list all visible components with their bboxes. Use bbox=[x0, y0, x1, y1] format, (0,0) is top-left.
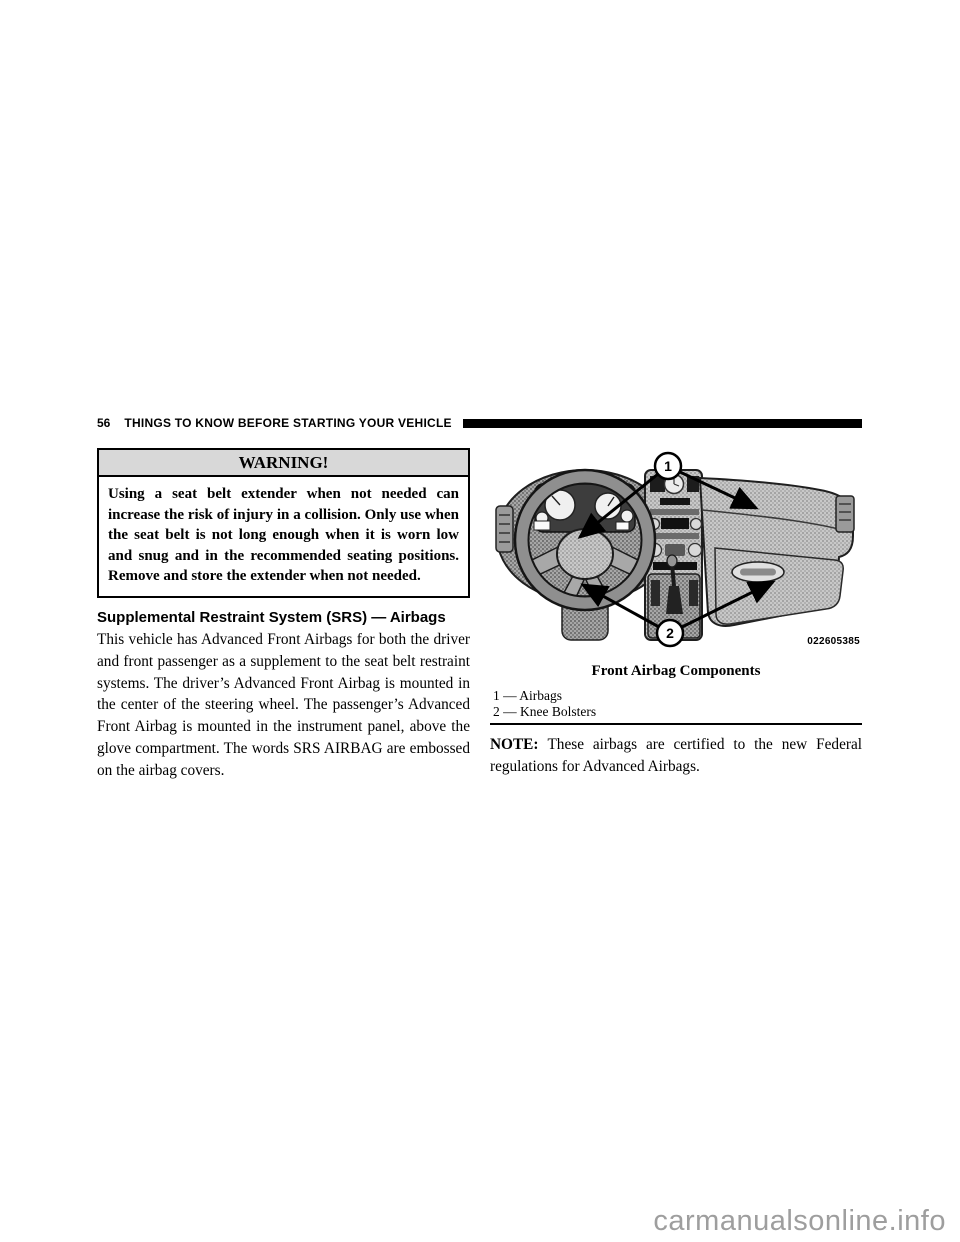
note-text: These airbags are certified to the new Federal regulations for Advanced Airbags. bbox=[490, 736, 862, 775]
legend-row: 1 — Airbags bbox=[493, 688, 562, 703]
passenger-dash bbox=[700, 478, 854, 626]
right-column bbox=[490, 448, 862, 778]
callout-2-number: 2 bbox=[666, 625, 674, 641]
callout-1 bbox=[655, 453, 681, 479]
driver-airbag-pad bbox=[557, 529, 613, 579]
figure-image-number: 022605385 bbox=[807, 636, 860, 647]
glove-box bbox=[715, 548, 843, 624]
dashboard-illustration bbox=[490, 448, 862, 648]
page-number: 56 bbox=[97, 416, 111, 430]
legend-row: 2 — Knee Bolsters bbox=[493, 703, 597, 719]
left-air-vent-icon bbox=[496, 506, 513, 552]
right-air-vent-icon bbox=[836, 496, 854, 532]
left-column bbox=[97, 448, 470, 782]
page-header bbox=[97, 416, 862, 430]
warning-box-title: WARNING! bbox=[99, 450, 468, 477]
front-airbag-figure bbox=[490, 448, 862, 725]
srs-section-paragraph: This vehicle has Advanced Front Airbags for both the driver and front passenger as a supplement to the seat belt restraint systems. The driver’s Advanced Front Airbag is mounted in the center of the steering wheel. The passenger’s Advanced Front Airbag is mounted in the instrument panel, above the glove compartment. The words SRS AIRBAG are embossed on the airbag covers. bbox=[97, 630, 470, 779]
chapter-title: THINGS TO KNOW BEFORE STARTING YOUR VEHICLE bbox=[124, 416, 452, 430]
header-rule-bar bbox=[463, 419, 862, 428]
watermark-text: carmanualsonline.info bbox=[653, 1205, 946, 1237]
callout-1-number: 1 bbox=[664, 458, 672, 474]
srs-section-heading: Supplemental Restraint System (SRS) — Airbags bbox=[97, 608, 446, 626]
warning-box bbox=[97, 448, 470, 598]
note-label: NOTE: bbox=[490, 736, 539, 753]
warning-box-text: Using a seat belt extender when not needed can increase the risk of injury in a collision. Only use when the seat belt is not long enough when it is worn low and snug and in the recommended seating positions. Remove and store the extender when not needed. bbox=[108, 486, 459, 585]
figure-caption: Front Airbag Components bbox=[591, 663, 761, 679]
callout-2 bbox=[657, 620, 683, 646]
figure-legend bbox=[490, 688, 862, 725]
note-paragraph bbox=[490, 734, 862, 778]
